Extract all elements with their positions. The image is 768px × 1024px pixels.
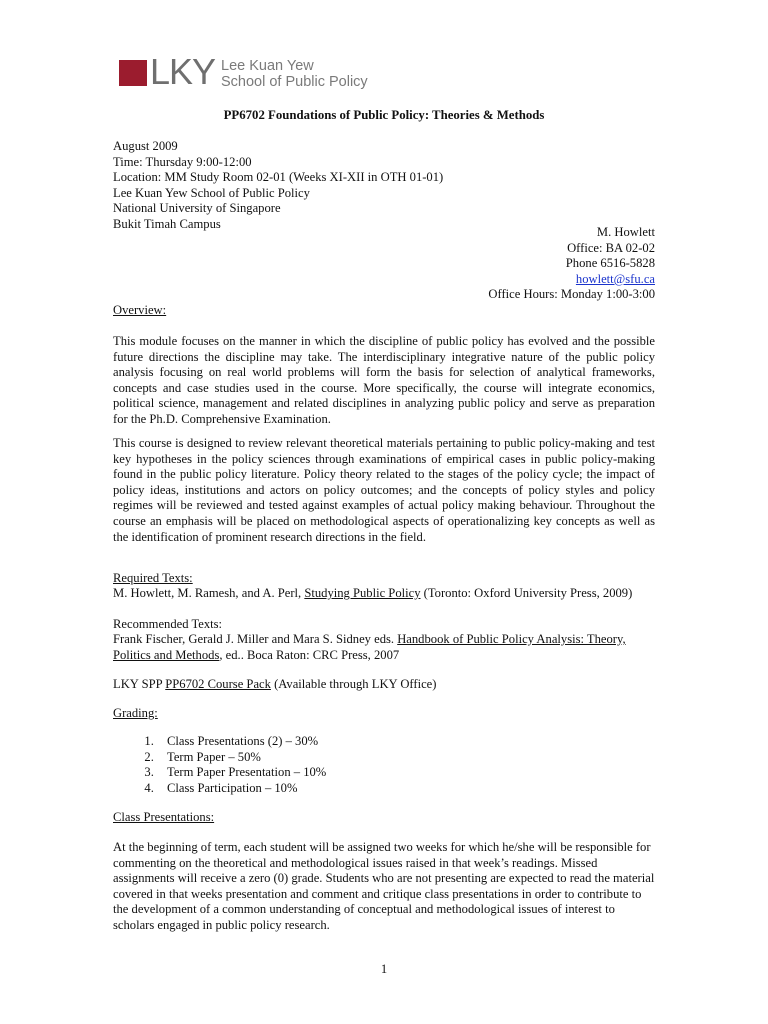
- document-title: PP6702 Foundations of Public Policy: Theories & Methods: [223, 108, 545, 122]
- required-text-authors: M. Howlett, M. Ramesh, and A. Perl,: [113, 586, 305, 600]
- page-number: 1: [380, 962, 388, 976]
- course-campus: Bukit Timah Campus: [113, 216, 221, 231]
- grading-item: 4. Class Participation – 10%: [157, 781, 655, 797]
- instructor-phone: Phone 6516-5828: [565, 256, 655, 271]
- recommended-text-citation: [113, 632, 643, 663]
- logo-red-block: [119, 60, 147, 86]
- overview-paragraph-1: This module focuses on the manner in which the discipline of public policy has evolved and the possible future directions the discipline may take. The interdisciplinary integrative nature of the public policy analysis focusing on real world problems will form the basis for selection of analytical frameworks, concepts and case studies used in the course. More specifically, the course will integrate economics, political science, management and related disciplines in analyzing public policy and serve as preparation for the Ph.D. Comprehensive Examination.: [113, 334, 655, 426]
- grading-list: [113, 734, 655, 796]
- grading-item: 2. Term Paper – 50%: [157, 750, 655, 766]
- grading-item: 1. Class Presentations (2) – 30%: [157, 734, 655, 750]
- grading-heading: Grading:: [113, 706, 158, 720]
- recommended-texts-heading: Recommended Texts:: [113, 617, 223, 631]
- class-presentations-paragraph: At the beginning of term, each student will be assigned two weeks for which he/she will be responsible for commenting on the theoretical and methodological issues raised in that week’s readings. Missed assignments will receive a zero (0) grade. Students who are not presenting are expected to read the material covered in that weeks presentation and comment and critique class presentations in order to contribute to the development of a common understanding of conceptual and methodological issues of interest to scholars engaged in public policy research.: [113, 840, 655, 932]
- course-info: [113, 139, 443, 233]
- course-pack-availability: (Available through LKY Office): [270, 677, 437, 691]
- logo-school-name-line2: School of Public Policy: [221, 74, 368, 90]
- instructor-name: M. Howlett: [596, 225, 655, 239]
- course-pack-line: [113, 677, 655, 693]
- grading-list-container: [113, 734, 655, 796]
- overview-heading: Overview:: [113, 303, 167, 317]
- required-text-publisher: (Toronto: Oxford University Press, 2009): [420, 586, 633, 600]
- instructor-office: Office: BA 02-02: [567, 240, 655, 255]
- course-time: Time: Thursday 9:00-12:00: [113, 154, 252, 169]
- course-pack-prefix: LKY SPP: [113, 677, 166, 691]
- overview-paragraph-2: This course is designed to review relevant theoretical materials pertaining to public policy-making and test key hypotheses in the policy sciences through examinations of empirical cases in public policy-making found in the public policy literature. Policy theory related to the stages of the policy cycle; the impact of policy ideas, institutions and actors on policy outcomes; and the concepts of policy styles and policy regimes will be reviewed and tested against examples of actual policy making behaviour. Throughout the course an emphasis will be placed on methodological aspects of operationalizing key concepts as well as the identification of prominent research directions in the field.: [113, 436, 655, 544]
- course-school: Lee Kuan Yew School of Public Policy: [113, 185, 310, 200]
- logo-letters: LKY: [150, 51, 216, 92]
- required-text-book: Studying Public Policy: [304, 586, 421, 600]
- logo-school-name-line1: Lee Kuan Yew: [221, 58, 314, 74]
- required-texts-heading: Required Texts:: [113, 571, 193, 585]
- lky-logo: [119, 51, 379, 94]
- recommended-text-authors: Frank Fischer, Gerald J. Miller and Mara S. Sidney eds.: [113, 632, 398, 646]
- instructor-email-link[interactable]: howlett@sfu.ca: [575, 271, 655, 286]
- recommended-text-book: Handbook of Public Policy Analysis: Theory, Politics and Methods: [113, 632, 626, 662]
- course-date: August 2009: [113, 139, 178, 153]
- course-pack-name: PP6702 Course Pack: [165, 677, 271, 691]
- instructor-info: [488, 225, 655, 303]
- recommended-text-publisher: , ed.. Boca Raton: CRC Press, 2007: [219, 647, 400, 662]
- class-presentations-heading: Class Presentations:: [113, 810, 215, 824]
- required-text-citation: [113, 586, 655, 602]
- course-location: Location: MM Study Room 02-01 (Weeks XI-XII in OTH 01-01): [113, 170, 444, 185]
- grading-item: 3. Term Paper Presentation – 10%: [157, 765, 655, 781]
- instructor-office-hours: Office Hours: Monday 1:00-3:00: [488, 287, 655, 302]
- course-university: National University of Singapore: [113, 201, 281, 216]
